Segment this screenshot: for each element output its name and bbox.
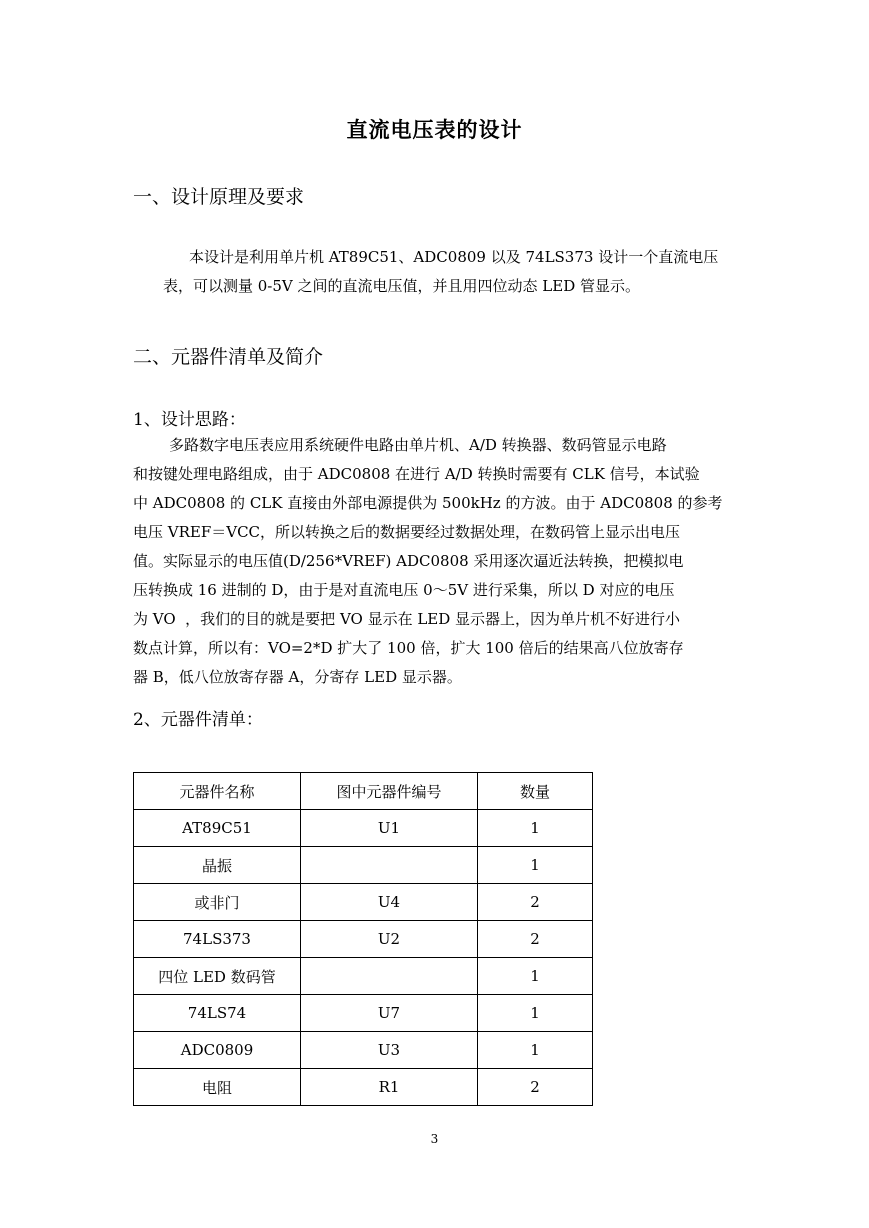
paragraph-line: 为 VO ，我们的目的就是要把 VO 显示在 LED 显示器上，因为单片机不好进行小: [133, 610, 681, 628]
paragraph-line: 中 ADC0808 的 CLK 直接由外部电源提供为 500kHz 的方波。由于 ADC0808 的参考: [133, 494, 723, 512]
table-cell: U3: [301, 1032, 478, 1069]
table-cell: 1: [478, 1032, 593, 1069]
header-cell: 图中元器件编号: [301, 773, 478, 810]
table-cell: U4: [301, 884, 478, 921]
table-row: [134, 1032, 593, 1069]
section1-heading: 一、设计原理及要求: [133, 186, 305, 208]
table-row: [134, 958, 593, 995]
paragraph-line: 数点计算，所以有：VO=2*D 扩大了 100 倍，扩大 100 倍后的结果高八位放寄存: [133, 639, 684, 657]
page-number: 3: [430, 1132, 439, 1146]
section1-paragraph: [133, 243, 718, 301]
table-header-row: [134, 773, 593, 810]
table-row: [134, 921, 593, 958]
paragraph-line: 器 B，低八位放寄存器 A，分寄存 LED 显示器。: [133, 668, 462, 686]
header-cell: 数量: [478, 773, 593, 810]
table-cell: 1: [478, 995, 593, 1032]
table-cell: ADC0809: [134, 1032, 301, 1069]
table-cell: 或非门: [134, 884, 301, 921]
design-idea-heading: 1、设计思路：: [133, 410, 246, 430]
table-cell: 2: [478, 1069, 593, 1106]
paragraph-line: 和按键处理电路组成，由于 ADC0808 在进行 A/D 转换时需要有 CLK 信号，本试验: [133, 465, 700, 483]
table-row: [134, 995, 593, 1032]
table-cell: R1: [301, 1069, 478, 1106]
table-cell: 1: [478, 847, 593, 884]
paragraph-line: 值。实际显示的电压值(D/256*VREF) ADC0808 采用逐次逼近法转换，把模拟电: [133, 552, 684, 570]
table-row: [134, 884, 593, 921]
table-cell: [301, 847, 478, 884]
paragraph-line: 电压 VREF＝VCC，所以转换之后的数据要经过数据处理，在数码管上显示出电压: [133, 523, 681, 541]
table-row: [134, 847, 593, 884]
table-cell: [301, 958, 478, 995]
table-cell: U1: [301, 810, 478, 847]
header-cell: 元器件名称: [134, 773, 301, 810]
section2-heading: 二、元器件清单及简介: [133, 346, 324, 368]
design-idea-paragraph: [133, 431, 723, 692]
table-cell: 1: [478, 810, 593, 847]
table-cell: 2: [478, 921, 593, 958]
paragraph-line: 本设计是利用单片机 AT89C51、ADC0809 以及 74LS373 设计一个直流电压: [189, 248, 719, 266]
document-title: 直流电压表的设计: [346, 117, 523, 142]
table-cell: 74LS74: [134, 995, 301, 1032]
table-row: [134, 810, 593, 847]
table-cell: 74LS373: [134, 921, 301, 958]
paragraph-line: 表，可以测量 0-5V 之间的直流电压值，并且用四位动态 LED 管显示。: [163, 277, 640, 295]
table-cell: 1: [478, 958, 593, 995]
table-cell: AT89C51: [134, 810, 301, 847]
table-cell: 电阻: [134, 1069, 301, 1106]
paragraph-line: 压转换成 16 进制的 D，由于是对直流电压 0～5V 进行采集，所以 D 对应的电压: [133, 581, 675, 599]
table-cell: U7: [301, 995, 478, 1032]
table-cell: U2: [301, 921, 478, 958]
table-cell: 四位 LED 数码管: [134, 958, 301, 995]
parts-list-heading: 2、元器件清单：: [133, 710, 263, 730]
table-cell: 晶振: [134, 847, 301, 884]
parts-table: [133, 772, 593, 1106]
table-row: [134, 1069, 593, 1106]
table-cell: 2: [478, 884, 593, 921]
paragraph-line: 多路数字电压表应用系统硬件电路由单片机、A/D 转换器、数码管显示电路: [169, 436, 667, 454]
